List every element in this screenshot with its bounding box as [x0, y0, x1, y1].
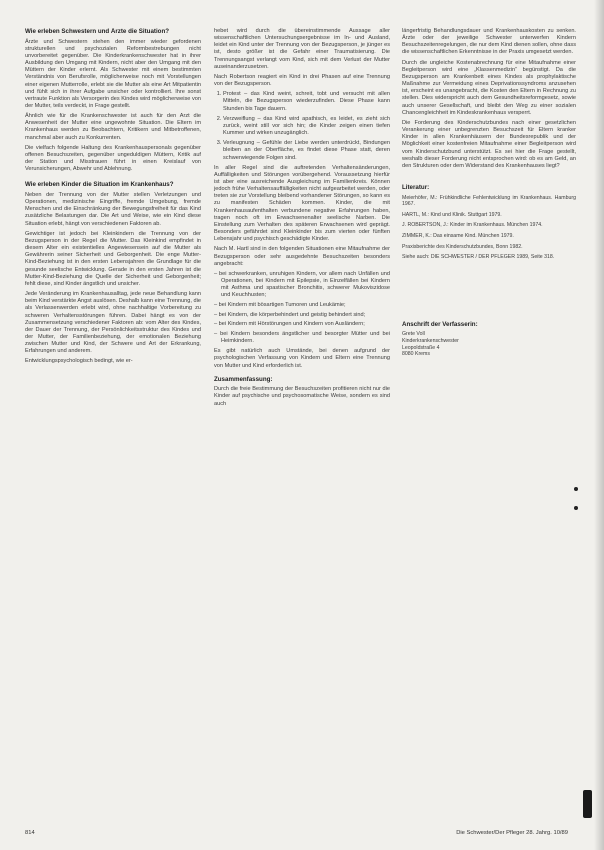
- literature-item: Praxisberichte des Kinderschutzbundes, Bonn 1982.: [402, 243, 523, 250]
- literature-item: J. ROBERTSON, J.: Kinder im Krankenhaus. München 1974.: [402, 222, 543, 229]
- list-item: – bei Kindern besonders ängstlicher und besorgter Mütter und bei Heimkindern.: [214, 330, 390, 345]
- situation-list: [214, 271, 390, 345]
- paragraph: Jede Veränderung im Krankenhausalltag, jede neue Behandlung kann beim Kind verstärkte Angst auslösen. Deshalb kann eine Trennung, die als Verlassenwerden erlebt wird, ohne nachhaltige Vorbereitung zu schweren Verhaltensstörungen führen. Dabei hängt es von der Zusammensetzung verschiedener Faktoren ab: vom Alter des Kindes, der Dauer der Trennung, der Persönlichkeitsstruktur des Kindes und der Mutter, der Familienbeziehung, der emotionalen Beziehung zwischen Mutter und Kind, der Schwere und Art der Erkrankung, Erfahrungen und anderem.: [25, 291, 201, 355]
- literature-list: [402, 195, 576, 261]
- literature-item: Siehe auch: DIE SCHWESTER / DER PFLEGER 1989, Seite 318.: [402, 254, 555, 261]
- punch-hole-mark: [574, 506, 578, 510]
- address-line: Kinderkrankenschwester: [402, 337, 459, 344]
- paragraph: längerfristig Behandlungsdauer und Krankenhauskosten zu senken. Ärzte oder der jeweilige Schwester unterwerfen Kindern Besuchszeitenregelungen, die nur dem Kind dienen sollen, ohne dass die wissenschaftlichen Erkenntnisse in der Praxis umgesetzt werden.: [402, 28, 576, 56]
- page-number: 814: [25, 830, 35, 836]
- paragraph: Es gibt natürlich auch Umstände, bei denen aufgrund der psychologischen Verfassung von Kindern und Eltern eine Trennung von Mutter und Kind erforderlich ist.: [214, 348, 390, 369]
- paragraph: Die vielfach folgende Haltung des Krankenhauspersonals gegenüber offenen Besuchszeiten, gegenüber ungeduldigen Müttern, Kritik auf der Station und Misstrauen führt in einen Kreislauf von Verunsicherungen, Abwehr und Ablehnung.: [25, 144, 201, 173]
- paragraph: Entwicklungspsychologisch bedingt, wie er-: [25, 358, 133, 365]
- phase-list: [214, 91, 390, 161]
- journal-footer: Die Schwester/Der Pfleger 28. Jahrg. 10/89: [456, 830, 568, 836]
- list-item: – bei Kindern, die körperbehindert und geistig behindert sind;: [214, 311, 366, 318]
- section-heading: Wie erleben Schwestern und Ärzte die Situation?: [25, 28, 169, 35]
- list-item: 1. Protest – das Kind weint, schreit, tobt und versucht mit allen Mitteln, die Bezugsperson wiederzufinden. Diese Phase kann Stunden bis Tage dauern.: [223, 91, 390, 112]
- section-heading: Zusammenfassung:: [214, 375, 273, 383]
- column-middle: [214, 28, 390, 411]
- punch-hole-mark: [574, 487, 578, 491]
- author-address: [402, 331, 576, 357]
- list-item: – bei Kindern mit Hörstörungen und Kindern von Ausländern;: [214, 321, 365, 328]
- address-heading: Anschrift der Verfasserin:: [402, 320, 478, 328]
- literature-item: Meierhöfer, M.: Frühkindliche Fehlentwicklung im Krankenhaus. Hamburg 1967.: [402, 194, 576, 208]
- literature-item: ZIMMER, K.: Das einsame Kind. München 1979.: [402, 232, 514, 239]
- list-item: 3. Verleugnung – Gefühle der Liebe werden unterdrückt, Bindungen bleiben an der Oberfläche, es findet diese Phase statt, deren schwerwiegende Folgen sind.: [223, 140, 390, 161]
- list-item: – bei schwerkranken, unruhigen Kindern, vor allem nach Unfällen und Operationen, bei Kindern mit Epilepsie, in Einzelfällen bei Kindern mit Asthma und spastischer Bronchitis, schwerer Mukoviszidose und Keuchhusten;: [214, 270, 390, 299]
- paragraph: hebet wird durch die übereinstimmende Aussage aller wissenschaftlichen Untersuchungsergebnisse im In- und Ausland, leidet ein Kind unter der Trennung von der Bezugsperson, je jünger es ist, desto größer ist die Gefahr einer Traumatisierung. Die Trennungsangst verlangt vom Kind, sich mit dem Verlust der Mutter auseinanderzusetzen.: [214, 28, 390, 70]
- column-right: [402, 28, 576, 358]
- paragraph: Die Forderung des Kinderschutzbundes nach einer gesetzlichen Verankerung einer unbegrenzten Besuchszeit für Eltern kranker Kinder in allen Krankenhäusern der Bundesrepublik und der Möglichkeit einer kostenfreien Mitaufnahme einer Begleitperson wird vom Kinderschutzbund unterstützt. Es sei hier die Frage gestellt, weshalb dieser Forderung nicht entsprochen wird: ob es am Geld, an den Strukturen oder dem Widerstand des Krankenhauses liegt?: [402, 119, 576, 169]
- page-edge-shadow: [594, 0, 604, 850]
- column-left: [25, 28, 201, 369]
- paragraph: Ähnlich wie für die Krankenschwester ist auch für den Arzt die Anwesenheit der Mutter eine ungewohnte Situation. Die Eltern im Krankenhaus werden zu Beobachtern, Kritikern und Mitbetroffenen, manchmal aber auch zu Konkurrenten.: [25, 113, 201, 141]
- paragraph: Nach M. Hartl sind in den folgenden Situationen eine Mitaufnahme der Bezugsperson oder sehr ausgedehnte Besuchszeiten besonders angebracht:: [214, 246, 390, 267]
- paragraph: Neben der Trennung von der Mutter stellen Verletzungen und Operationen, medizinische Eingriffe, fremde Umgebung, fremde Menschen und die Einschränkung der Bewegungsfreiheit für das Kind zusätzliche Belastungen dar. Die Art und Weise, wie ein Kind diese Situation erlebt, hängt von verschiedenen Faktoren ab.: [25, 192, 201, 227]
- address-line: 8080 Krems: [402, 351, 430, 358]
- list-item: – bei Kindern mit bösartigen Tumoren und Leukämie;: [214, 301, 346, 308]
- paragraph: In aller Regel sind die auftretenden Verhaltensänderungen, Auffälligkeiten und Störungen vorübergehend. Voraussetzung hierfür ist aber eine ausreichende Ausgleichung im Familienkreis. Können jedoch frühe Verhaltensauffälligkeiten nicht aufgearbeitet werden, oder treten sie zur Vorstellung bleibend vorhandener Störungen, so kann es zu manifesten Schäden kommen. Kinder, die mit Krankenhausaufenthalten verbundene negative Erfahrungen haben, tragen noch oft im Erwachsenenalter seelische Narben. Die Einstellung zum Verhalten des späteren Erwachsenen wird geprägt. Besonders gefährdet sind Kleinkinder bis zum vierten oder fünften Lebensjahr und psychisch geschädigte Kinder.: [214, 164, 390, 243]
- paragraph: Nach Robertson reagiert ein Kind in drei Phasen auf eine Trennung von der Bezugsperson.: [214, 73, 390, 88]
- literature-heading: Literatur:: [402, 183, 430, 191]
- address-line: Leopoldstraße 4: [402, 344, 440, 351]
- list-item: 2. Verzweiflung – das Kind wird apathisch, es leidet, es zieht sich zurück, weint still vor sich hin; die Kinder zeigen einen tiefen Kummer und wirken unzugänglich.: [223, 116, 390, 137]
- paragraph: Durch die ungleiche Kostenabrechnung für eine Mitaufnahme einer Begleitperson wird eine „Klassenmedizin“ begünstigt. Da die Bezugsperson am Krankenbett eines Kindes als prophylaktische Maßnahme zur Vermeidung eines Deprivationssyndroms anzusehen ist, erscheint es unangebracht, die Kosten den Eltern in Rechnung zu stellen. Dies widerspricht auch dem Gesundheitsreformgesetz, sowie auch unserer Gesellschaft, und bleibt den Weg zu einer sozialen Chancengleichheit im Kindeskrankenhaus versperrt.: [402, 59, 576, 116]
- paragraph: Durch die freie Bestimmung der Besuchszeiten profitieren nicht nur die Kinder auf psychische und psychosomatische Weise, sondern es sind auch: [214, 386, 390, 407]
- literature-item: HARTL, M.: Kind und Klinik. Stuttgart 1979.: [402, 211, 502, 218]
- section-heading: Wie erleben Kinder die Situation im Krankenhaus?: [25, 181, 174, 189]
- paragraph: Gewichtiger ist jedoch bei Kleinkindern die Trennung von der Bezugsperson in der Regel die Mutter. Das Kleinkind empfindet in diesem Alter ein existentielles Angewiesensein auf die Mutter als Gewährerin seiner Sicherheit und Geborgenheit. Die enge Mutter-Kind-Beziehung ist in den ersten Lebensjahren die Grundlage für die gesunde seelische Entwicklung. Gerade in den ersten Jahren ist die Mutter-Kind-Beziehung die Quelle der Sicherheit und Geborgenheit; fehlt diese, sind Kinder ängstlich und unsicher.: [25, 230, 201, 287]
- paragraph: Ärzte und Schwestern stehen den immer wieder gefordenen strukturellen und psychozialen Reformbestrebungen nicht unvorbereitet gegenüber. Die Kinderkrankenschwester hat in ihrer Ausbildung den Umgang mit Kindern, nicht aber den Umgang mit den Müttern der Kinder erlernt. Als Schwester mit einem bestimmten Verständnis von Berufsrolle, möglicherweise noch mit Vorstellungen einer eigenen Mutterrolle, erlebt sie die Mutter als eine Art Mitpatientin und fühlt sich in ihrer Aufgabe unsicher oder kontrolliert. Ihre sonst vertraute Funktion als Versorgerin des Kindes wird möglicherweise von der Mutter, teils verdeckt, in Frage gestellt.: [25, 38, 201, 109]
- edge-tab-marker: [583, 790, 592, 818]
- address-line: Grete Voll: [402, 331, 425, 338]
